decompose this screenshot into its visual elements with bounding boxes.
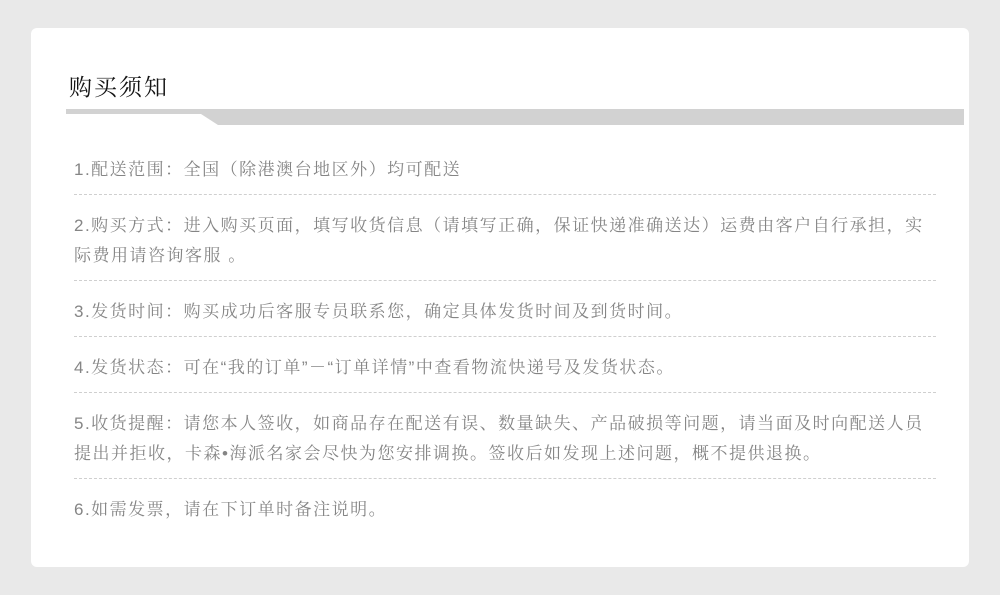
notice-item-delivery-range: 1.配送范围：全国（除港澳台地区外）均可配送: [74, 139, 936, 195]
notice-item-shipping-status: 4.发货状态：可在“我的订单”－“订单详情”中查看物流快递号及发货状态。: [74, 337, 936, 393]
ribbon-shape: [66, 109, 964, 125]
notice-item-shipping-time: 3.发货时间：购买成功后客服专员联系您，确定具体发货时间及到货时间。: [74, 281, 936, 337]
title-underline-ribbon: [66, 109, 964, 125]
purchase-notice-card: [31, 28, 969, 567]
page-title: 购买须知: [69, 74, 169, 100]
notice-item-purchase-method: 2.购买方式：进入购买页面，填写收货信息（请填写正确，保证快递准确送达）运费由客户自行承担，实际费用请咨询客服 。: [74, 195, 936, 281]
notice-item-receiving-reminder: 5.收货提醒：请您本人签收，如商品存在配送有误、数量缺失、产品破损等问题，请当面及时向配送人员提出并拒收，卡森•海派名家会尽快为您安排调换。签收后如发现上述问题，概不提供退换。: [74, 393, 936, 479]
notice-item-invoice: 6.如需发票，请在下订单时备注说明。: [74, 500, 388, 519]
notice-list: [74, 139, 936, 534]
